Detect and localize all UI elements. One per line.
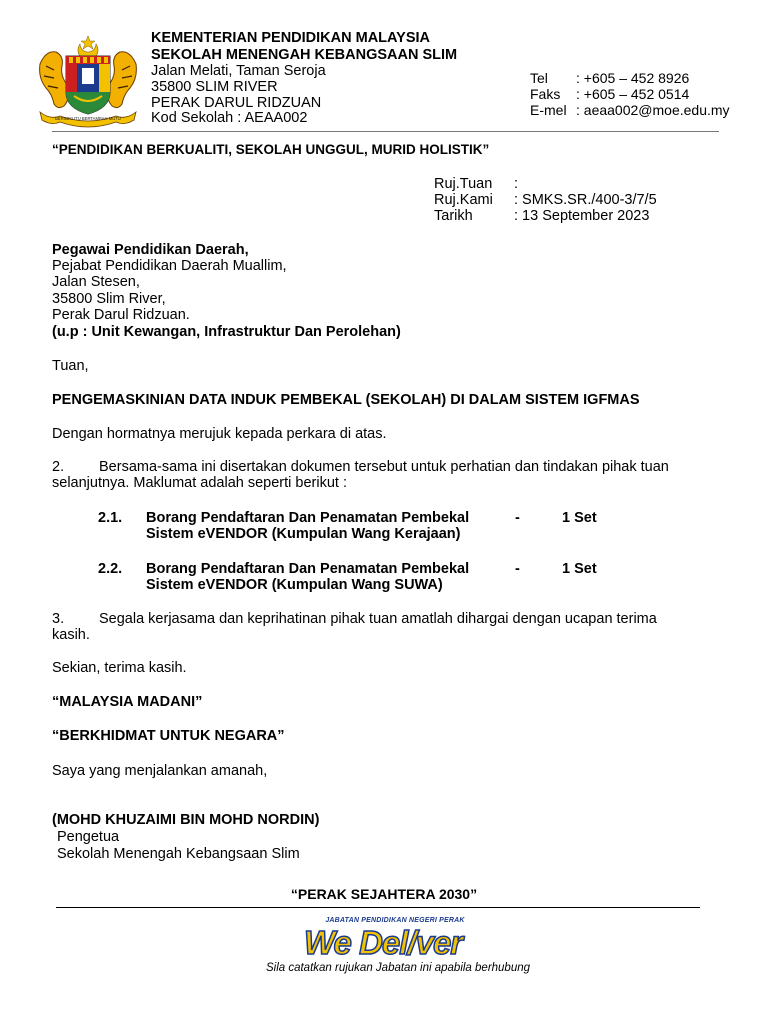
paragraph-2-line: Bersama-sama ini disertakan dokumen tersebut untuk perhatian dan tindakan pihak tuan xyxy=(99,459,669,475)
recipient-line: Pejabat Pendidikan Daerah Muallim, xyxy=(52,258,287,274)
salutation: Tuan, xyxy=(52,358,89,374)
fax-label: Faks xyxy=(530,86,561,102)
footer-note: Sila catatkan rujukan Jabatan ini apabila berhubung xyxy=(265,962,531,974)
ruj-tuan-value: : xyxy=(514,176,519,192)
paragraph-3-line: Segala kerjasama dan keprihatinan pihak tuan amatlah dihargai dengan ucapan terima xyxy=(99,611,657,627)
ref-ruj-kami xyxy=(434,192,657,208)
address-line: 35800 SLIM RIVER xyxy=(151,79,278,95)
paragraph-2-line: selanjutnya. Maklumat adalah seperti berikut : xyxy=(52,475,347,491)
ref-tarikh xyxy=(434,208,649,224)
item-description xyxy=(146,561,506,593)
address-line: PERAK DARUL RIDZUAN xyxy=(151,95,322,111)
para-number: 3. xyxy=(52,611,65,627)
opening-paragraph: Dengan hormatnya merujuk kepada perkara di atas. xyxy=(52,426,387,442)
svg-text:BERSEKUTU BERTAMBAH MUTU: BERSEKUTU BERTAMBAH MUTU xyxy=(55,116,121,121)
tarikh-value: : 13 September 2023 xyxy=(514,208,650,224)
item-number: 2.1. xyxy=(98,510,123,526)
para-number: 2. xyxy=(52,459,65,475)
closing-line: Sekian, terima kasih. xyxy=(52,660,187,676)
header-divider xyxy=(52,131,719,132)
school-code: Kod Sekolah : AEAA002 xyxy=(151,110,308,126)
item-quantity: 1 Set xyxy=(562,510,597,526)
item-line: Sistem eVENDOR (Kumpulan Wang SUWA) xyxy=(146,577,443,593)
school-name: SEKOLAH MENENGAH KEBANGSAAN SLIM xyxy=(151,47,458,63)
footer-divider xyxy=(56,907,700,908)
paragraph-3-line: kasih. xyxy=(52,627,90,643)
signatory-name: (MOHD KHUZAIMI BIN MOHD NORDIN) xyxy=(52,812,320,828)
motto-berkhidmat: “BERKHIDMAT UNTUK NEGARA” xyxy=(52,728,285,744)
recipient-line: Jalan Stesen, xyxy=(52,274,140,290)
recipient-attention: (u.p : Unit Kewangan, Infrastruktur Dan Perolehan) xyxy=(52,324,401,340)
recipient-title: Pegawai Pendidikan Daerah, xyxy=(52,242,249,258)
malaysia-coat-of-arms-icon xyxy=(34,34,142,130)
logo-we-deliver-text: We Del/ver xyxy=(304,924,463,961)
contact-tel xyxy=(530,70,689,86)
email-value: : aeaa002@moe.edu.my xyxy=(576,102,730,118)
we-deliver-logo xyxy=(300,915,490,967)
ministry-name: KEMENTERIAN PENDIDIKAN MALAYSIA xyxy=(151,30,431,46)
item-dash: - xyxy=(515,510,520,526)
letter-subject: PENGEMASKINIAN DATA INDUK PEMBEKAL (SEKOLAH) DI DALAM SISTEM IGFMAS xyxy=(52,392,640,408)
recipient-line: Perak Darul Ridzuan. xyxy=(52,307,190,323)
signatory-organisation: Sekolah Menengah Kebangsaan Slim xyxy=(57,846,300,862)
item-line: Borang Pendaftaran Dan Penamatan Pembekal xyxy=(146,510,470,526)
tel-label: Tel xyxy=(530,70,548,86)
item-line: Borang Pendaftaran Dan Penamatan Pembekal xyxy=(146,561,470,577)
recipient-line: 35800 Slim River, xyxy=(52,291,166,307)
motto-madani: “MALAYSIA MADANI” xyxy=(52,694,203,710)
logo-department-text: JABATAN PENDIDIKAN NEGERI PERAK xyxy=(325,917,465,924)
tel-value: : +605 – 452 8926 xyxy=(576,70,690,86)
fax-value: : +605 – 452 0514 xyxy=(576,86,690,102)
ref-ruj-tuan xyxy=(434,176,518,192)
item-line: Sistem eVENDOR (Kumpulan Wang Kerajaan) xyxy=(146,526,461,542)
signoff-line: Saya yang menjalankan amanah, xyxy=(52,763,268,779)
item-dash: - xyxy=(515,561,520,577)
signatory-position: Pengetua xyxy=(57,829,120,845)
contact-fax xyxy=(530,86,689,102)
footer-slogan: “PERAK SEJAHTERA 2030” xyxy=(290,886,478,902)
item-quantity: 1 Set xyxy=(562,561,597,577)
ruj-kami-value: : SMKS.SR./400-3/7/5 xyxy=(514,192,657,208)
ruj-kami-label: Ruj.Kami xyxy=(434,192,493,208)
school-slogan: “PENDIDIKAN BERKUALITI, SEKOLAH UNGGUL, MURID HOLISTIK” xyxy=(52,142,490,157)
tarikh-label: Tarikh xyxy=(434,208,473,224)
address-line: Jalan Melati, Taman Seroja xyxy=(151,63,326,79)
ruj-tuan-label: Ruj.Tuan xyxy=(434,176,493,192)
email-label: E-mel xyxy=(530,102,567,118)
item-number: 2.2. xyxy=(98,561,123,577)
contact-email xyxy=(530,102,730,118)
item-description xyxy=(146,510,506,542)
